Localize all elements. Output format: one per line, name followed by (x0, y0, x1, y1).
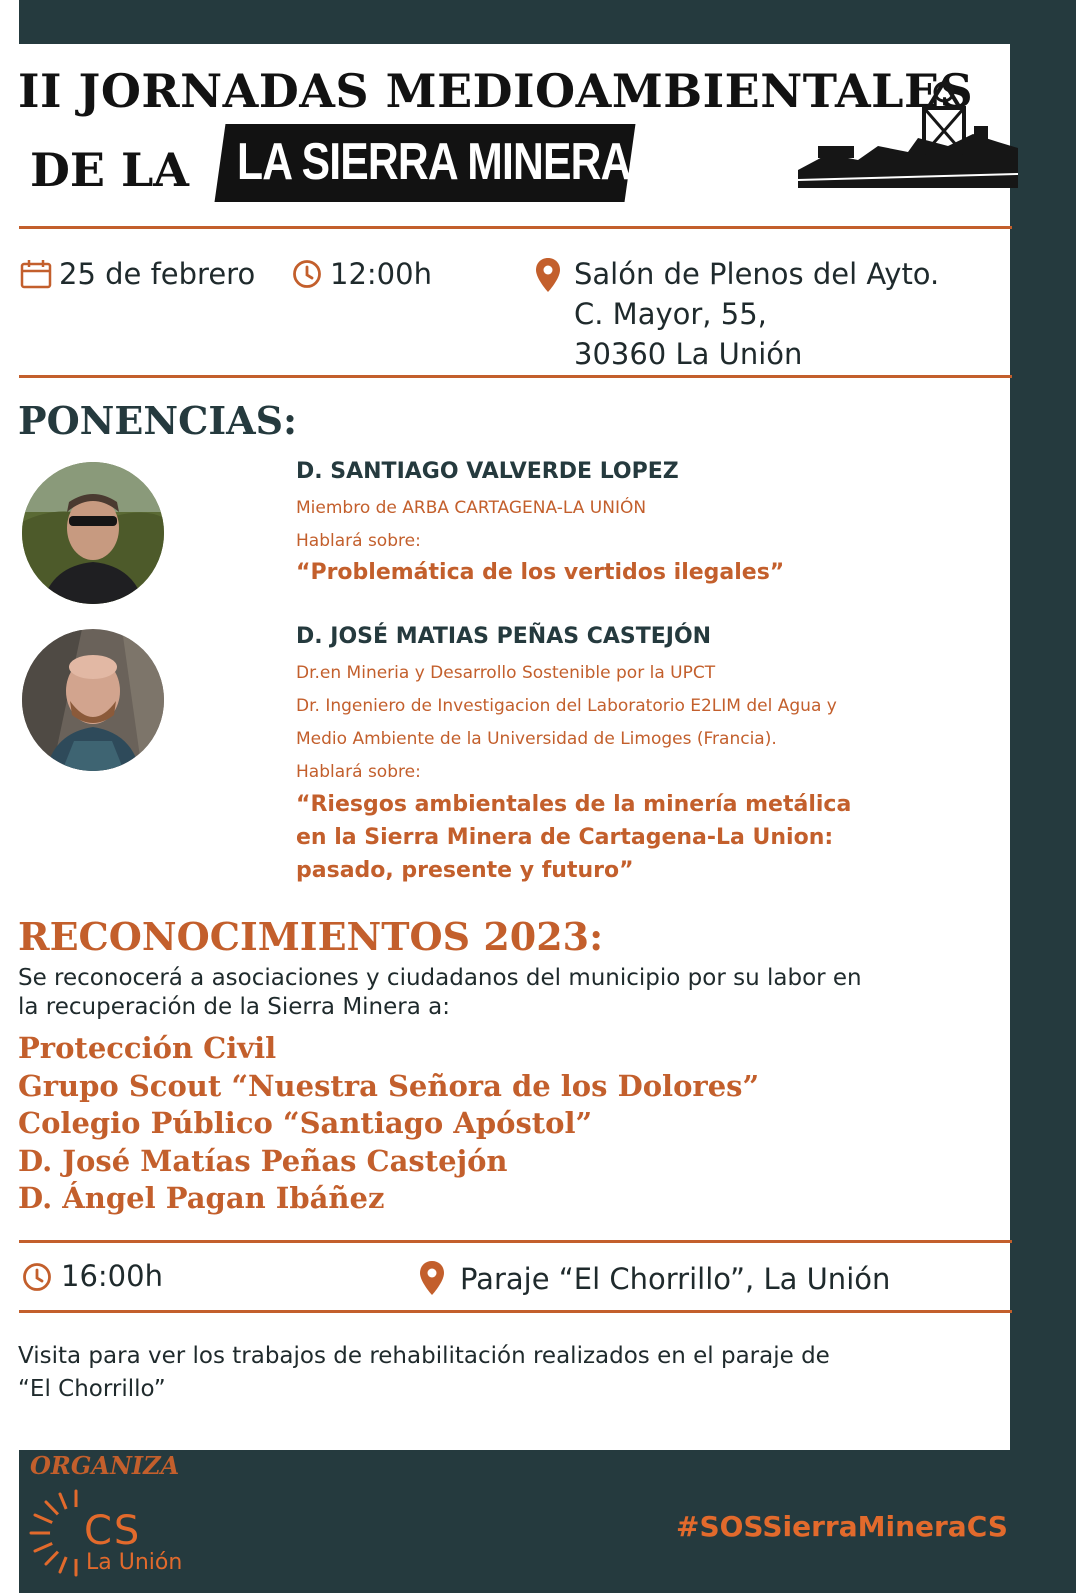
speaker-photo (22, 462, 164, 604)
address-line: C. Mayor, 55, (574, 297, 767, 331)
awardee-list (18, 1030, 759, 1218)
speaker-detail: Dr. Ingeniero de Investigacion del Laboratorio E2LIM del Agua y (296, 696, 837, 716)
divider (19, 226, 1012, 229)
speaker-detail: Hablará sobre: (296, 531, 421, 551)
hashtag: #SOSSierraMineraCS (676, 1510, 1008, 1543)
divider (19, 1310, 1012, 1313)
awardee-item: Grupo Scout “Nuestra Señora de los Dolores” (18, 1068, 760, 1103)
speaker-detail: Hablará sobre: (296, 762, 421, 782)
awardee-item: Protección Civil (18, 1031, 277, 1065)
location-pin-icon (419, 1260, 445, 1296)
talk-line: en la Sierra Minera de Cartagena-La Union: (296, 825, 834, 850)
visit-line: Visita para ver los trabajos de rehabilitación realizados en el paraje de (18, 1343, 830, 1369)
frame-right (1010, 0, 1076, 1593)
intro-line: la recuperación de la Sierra Minera a: (18, 994, 450, 1020)
speaker-detail: Dr.en Mineria y Desarrollo Sostenible por la UPCT (296, 663, 716, 683)
clock-icon (292, 259, 322, 289)
speaker-detail: Medio Ambiente de la Universidad de Limoges (Francia). (296, 729, 777, 749)
speaker-name: D. JOSÉ MATIAS PEÑAS CASTEJÓN (296, 624, 712, 649)
talk-line: pasado, presente y futuro” (296, 858, 634, 883)
talk-line: “Problemática de los vertidos ilegales” (296, 560, 785, 585)
awardee-item: D. Ángel Pagan Ibáñez (18, 1181, 385, 1215)
frame-top (19, 0, 1076, 44)
title-highlight: LA SIERRA MINERA (237, 133, 631, 191)
mine-headframe-illustration (798, 76, 1018, 188)
reconocimientos-intro (18, 964, 862, 1022)
cs-logo-icon (26, 1488, 82, 1578)
location-pin-icon (535, 257, 561, 293)
speaker-photo (22, 629, 164, 771)
speaker-detail: Miembro de ARBA CARTAGENA-LA UNIÓN (296, 498, 647, 518)
page-title: II JORNADAS MEDIOAMBIENTALES (18, 64, 974, 118)
divider (19, 1240, 1012, 1243)
speaker-name: D. SANTIAGO VALVERDE LOPEZ (296, 459, 679, 484)
event-date: 25 de febrero (59, 257, 256, 291)
speaker-talk-title (296, 788, 851, 887)
visit-line: “El Chorrillo” (18, 1376, 166, 1402)
logo-letters: CS (84, 1508, 142, 1554)
organiza-label: ORGANIZA (30, 1451, 180, 1480)
event-address (574, 254, 939, 374)
speaker-talk-title (296, 556, 784, 589)
reconocimientos-heading: RECONOCIMIENTOS 2023: (18, 914, 604, 959)
ponencias-heading: PONENCIAS: (18, 398, 298, 443)
address-line: Salón de Plenos del Ayto. (574, 257, 940, 291)
address-line: 30360 La Unión (574, 337, 803, 371)
visit-location: Paraje “El Chorrillo”, La Unión (460, 1262, 891, 1296)
clock-icon (22, 1262, 52, 1292)
calendar-icon (20, 259, 52, 289)
logo-place: La Unión (86, 1550, 183, 1575)
awardee-item: D. José Matías Peñas Castejón (18, 1143, 508, 1178)
intro-line: Se reconocerá a asociaciones y ciudadanos del municipio por su labor en (18, 965, 862, 991)
title-prefix: DE LA (30, 143, 190, 197)
awardee-item: Colegio Público “Santiago Apóstol” (18, 1106, 593, 1140)
talk-line: “Riesgos ambientales de la minería metálica (296, 792, 852, 817)
visit-description (18, 1340, 830, 1406)
visit-time: 16:00h (61, 1259, 163, 1293)
event-time: 12:00h (330, 257, 432, 291)
divider (19, 375, 1012, 378)
